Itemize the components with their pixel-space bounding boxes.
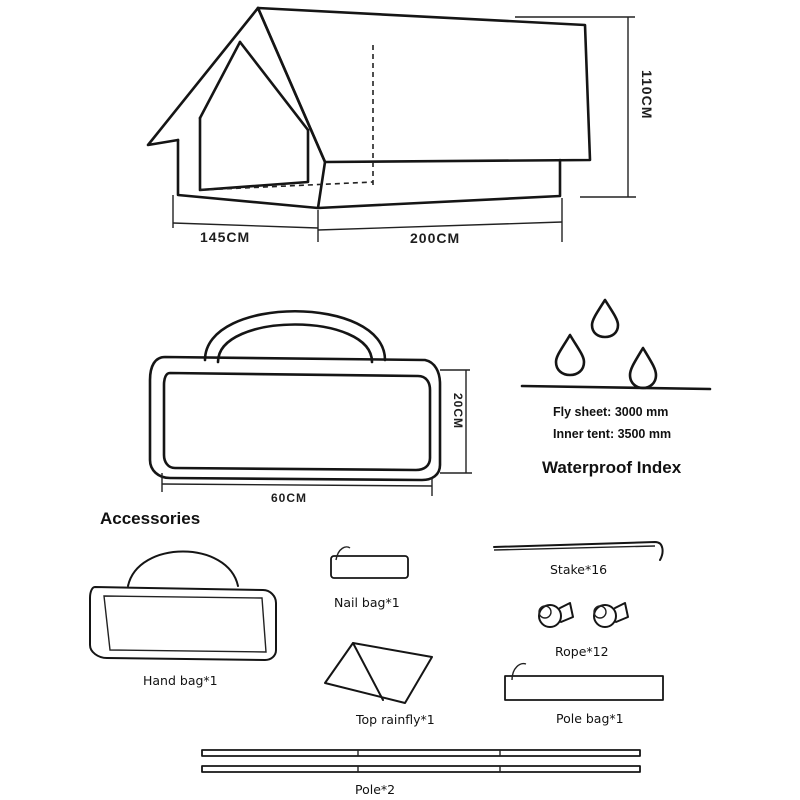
stake-label: Stake*16	[550, 562, 608, 577]
pole-drawing	[202, 750, 640, 772]
stake-drawing	[494, 542, 663, 560]
bag-height-label: 20CM	[451, 393, 465, 430]
accessories-title: Accessories	[100, 509, 201, 528]
bag-drawing	[150, 311, 472, 496]
fly-sheet-rating: Fly sheet: 3000 mm	[553, 405, 669, 419]
tent-drawing	[148, 8, 636, 242]
pole-bag-drawing	[505, 664, 663, 700]
waterproof-drops	[522, 300, 710, 389]
bag-width-label: 60CM	[271, 491, 308, 505]
nail-bag-drawing	[331, 547, 408, 578]
pole-bag-label: Pole bag*1	[556, 711, 624, 726]
hand-bag-label: Hand bag*1	[143, 673, 218, 688]
waterproof-title: Waterproof Index	[542, 458, 682, 477]
rope-drawing	[539, 603, 628, 627]
inner-tent-rating: Inner tent: 3500 mm	[553, 427, 672, 441]
top-rainfly-drawing	[325, 643, 432, 703]
top-rainfly-label: Top rainfly*1	[356, 712, 435, 727]
rope-label: Rope*12	[555, 644, 609, 659]
tent-height-label: 110CM	[639, 70, 655, 120]
tent-length-label: 200CM	[410, 230, 461, 246]
pole-label: Pole*2	[355, 782, 396, 797]
tent-width-label: 145CM	[200, 229, 251, 245]
nail-bag-label: Nail bag*1	[334, 595, 400, 610]
hand-bag-drawing	[90, 552, 276, 661]
